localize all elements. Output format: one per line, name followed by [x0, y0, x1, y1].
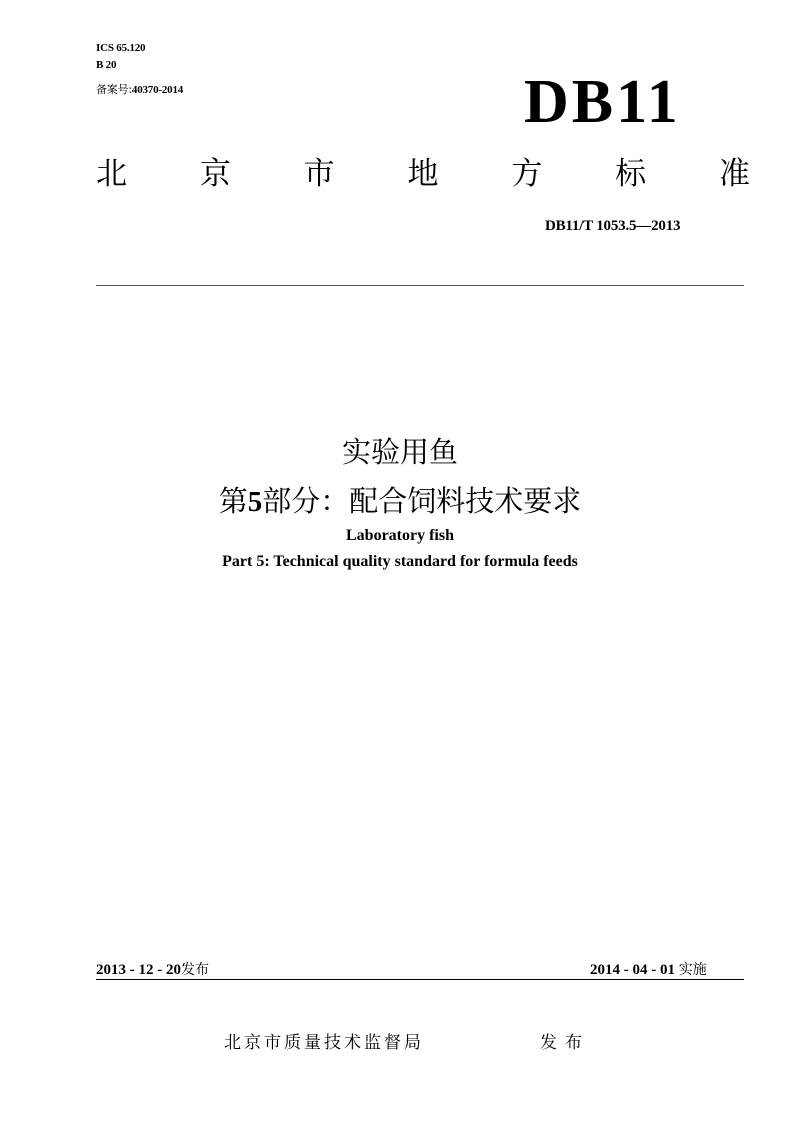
record-number-label: 备案号:	[96, 83, 132, 96]
standard-number: DB11/T 1053.5—2013	[545, 218, 681, 234]
record-number-line	[96, 83, 183, 97]
title-part-text: 部分：配合饲料技术要求	[262, 484, 582, 518]
issue-label: 发布	[181, 962, 209, 978]
standard-type-char: 准	[718, 156, 750, 192]
implement-date: 2014 - 04 - 01	[590, 962, 675, 978]
title-english-main: Laboratory fish	[346, 527, 454, 544]
ics-code: ICS 65.120	[96, 42, 146, 54]
standard-type-char: 北	[96, 156, 127, 192]
title-chinese-part	[0, 481, 800, 522]
header-divider	[96, 285, 744, 286]
publisher-action: 发布	[540, 1033, 590, 1053]
standard-type-char: 方	[511, 156, 543, 192]
record-number-value: 40370-2014	[131, 84, 184, 96]
implement-label: 实施	[678, 962, 707, 978]
title-english-part: Part 5: Technical quality standard for formula feeds	[222, 553, 578, 570]
title-part-number: 5	[247, 486, 263, 518]
standard-type-char: 市	[303, 156, 335, 192]
title-chinese-main: 实验用鱼	[341, 435, 458, 469]
standard-type-heading	[96, 154, 750, 194]
implement-date-line	[590, 960, 707, 980]
title-part-prefix: 第	[218, 484, 248, 518]
publisher-name: 北京市质量技术监督局	[224, 1033, 424, 1053]
standard-type-char: 地	[407, 156, 439, 192]
footer-divider	[96, 979, 744, 980]
classification-code: B 20	[96, 59, 117, 71]
issue-date: 2013 - 12 - 20	[96, 962, 181, 978]
standard-type-char: 标	[615, 156, 647, 192]
db-logo: DB11	[524, 68, 681, 136]
standard-type-char: 京	[199, 156, 231, 192]
issue-date-line	[96, 960, 209, 980]
